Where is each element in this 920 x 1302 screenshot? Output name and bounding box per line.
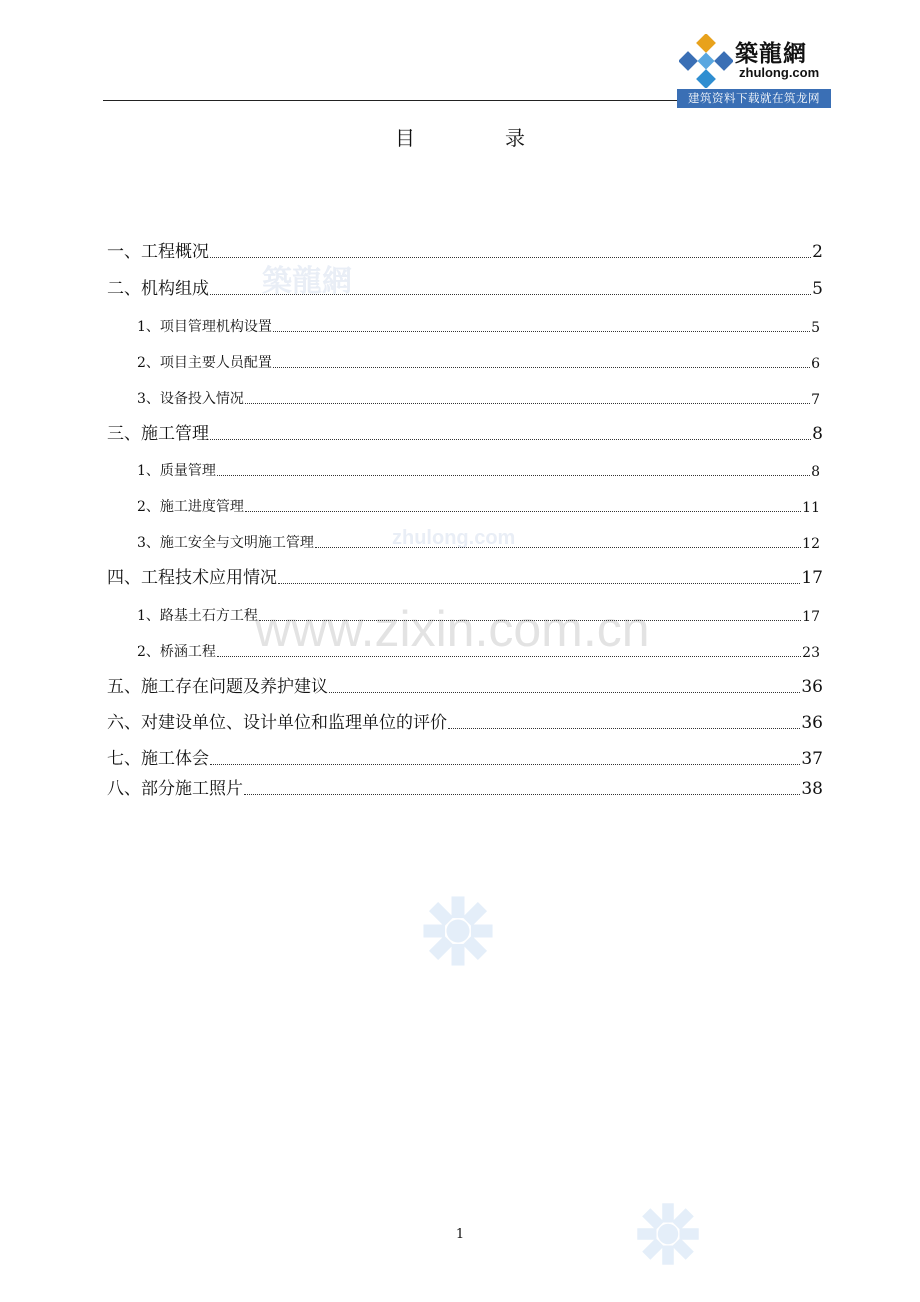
toc-leader [217, 475, 810, 476]
snowflake-watermark-icon [422, 895, 494, 967]
toc-leader [329, 692, 800, 693]
toc-entry[interactable] [137, 528, 820, 552]
toc-leader [210, 294, 811, 295]
toc-entry-page: 8 [811, 464, 820, 480]
toc-entry-label: 2、项目主要人员配置 [137, 355, 272, 371]
toc-title-char: 目 [395, 126, 415, 150]
watermark-zhulong-en: zhulong.com [392, 527, 516, 549]
toc-entry-label: 二、机构组成 [107, 279, 209, 299]
toc-entry-label: 1、项目管理机构设置 [137, 319, 272, 335]
toc-title [0, 122, 920, 151]
toc-entry-page: 2 [812, 242, 823, 262]
toc-entry-label: 3、设备投入情况 [137, 391, 244, 407]
toc-entry[interactable] [107, 775, 823, 799]
toc-leader [210, 257, 811, 258]
toc-entry-page: 8 [812, 424, 823, 444]
toc-entry[interactable] [137, 312, 820, 336]
toc-leader [315, 547, 801, 548]
toc-entry-label: 三、施工管理 [107, 424, 209, 444]
toc-entry[interactable] [107, 673, 823, 697]
toc-entry-label: 七、施工体会 [107, 749, 209, 769]
toc-entry-page: 38 [801, 779, 823, 799]
toc-leader [273, 367, 810, 368]
logo-panel [677, 32, 831, 89]
page-number: 1 [455, 1227, 465, 1242]
toc-entry[interactable] [107, 564, 823, 588]
toc-entry-label: 四、工程技术应用情况 [107, 568, 277, 588]
toc-title-char: 录 [505, 126, 525, 150]
toc-entry-page: 11 [802, 500, 820, 516]
toc-entry[interactable] [137, 456, 820, 480]
toc-entry-label: 1、质量管理 [137, 463, 216, 479]
toc-entry-label: 五、施工存在问题及养护建议 [107, 677, 328, 697]
toc-entry-label: 一、工程概况 [107, 242, 209, 262]
toc-entry-page: 12 [802, 536, 820, 552]
toc-entry-label: 2、桥涵工程 [137, 644, 216, 660]
watermark-zhulong-cn: 築龍網 [262, 264, 352, 299]
toc-entry-label: 八、部分施工照片 [107, 779, 243, 799]
toc-entry[interactable] [107, 420, 823, 444]
toc-entry[interactable] [137, 492, 820, 516]
toc-entry-page: 7 [811, 392, 820, 408]
toc-leader [448, 728, 800, 729]
toc-entry-label: 3、施工安全与文明施工管理 [137, 535, 314, 551]
toc-entry-page: 17 [802, 609, 820, 625]
header-rule [103, 100, 677, 101]
toc-entry[interactable] [137, 601, 820, 625]
toc-leader [210, 764, 800, 765]
toc-entry-page: 36 [801, 677, 823, 697]
toc-entry-label: 2、施工进度管理 [137, 499, 244, 515]
toc-entry-page: 17 [801, 568, 823, 588]
toc-entry-page: 6 [811, 356, 820, 372]
toc-leader [245, 511, 801, 512]
toc-entry[interactable] [107, 238, 823, 262]
toc-leader [273, 331, 810, 332]
toc-entry[interactable] [137, 384, 820, 408]
toc-leader [278, 583, 800, 584]
toc-entry-page: 37 [801, 749, 823, 769]
toc-entry-label: 六、对建设单位、设计单位和监理单位的评价 [107, 713, 447, 733]
toc-entry[interactable] [137, 637, 820, 661]
zhulong-diamond-logo-icon [679, 34, 733, 88]
toc-entry[interactable] [107, 275, 823, 299]
toc-leader [245, 403, 810, 404]
logo-tagline: 建筑资料下载就在筑龙网 [677, 89, 831, 108]
logo-name-cn: 築龍網 [735, 41, 807, 67]
toc-entry-page: 5 [811, 320, 820, 336]
toc-leader [259, 620, 801, 621]
watermark-zixin-url: www.zixin.com.cn [255, 601, 650, 657]
logo-name-en: zhulong.com [739, 65, 820, 80]
toc-entry[interactable] [107, 709, 823, 733]
toc-leader [244, 794, 800, 795]
toc-leader [217, 656, 801, 657]
toc-entry-label: 1、路基土石方工程 [137, 608, 258, 624]
toc-entry-page: 23 [802, 645, 820, 661]
toc-entry-page: 36 [801, 713, 823, 733]
toc-entry[interactable] [137, 348, 820, 372]
toc-entry-page: 5 [812, 279, 823, 299]
zhulong-logo [677, 32, 831, 108]
toc-entry[interactable] [107, 745, 823, 769]
toc-leader [210, 439, 811, 440]
